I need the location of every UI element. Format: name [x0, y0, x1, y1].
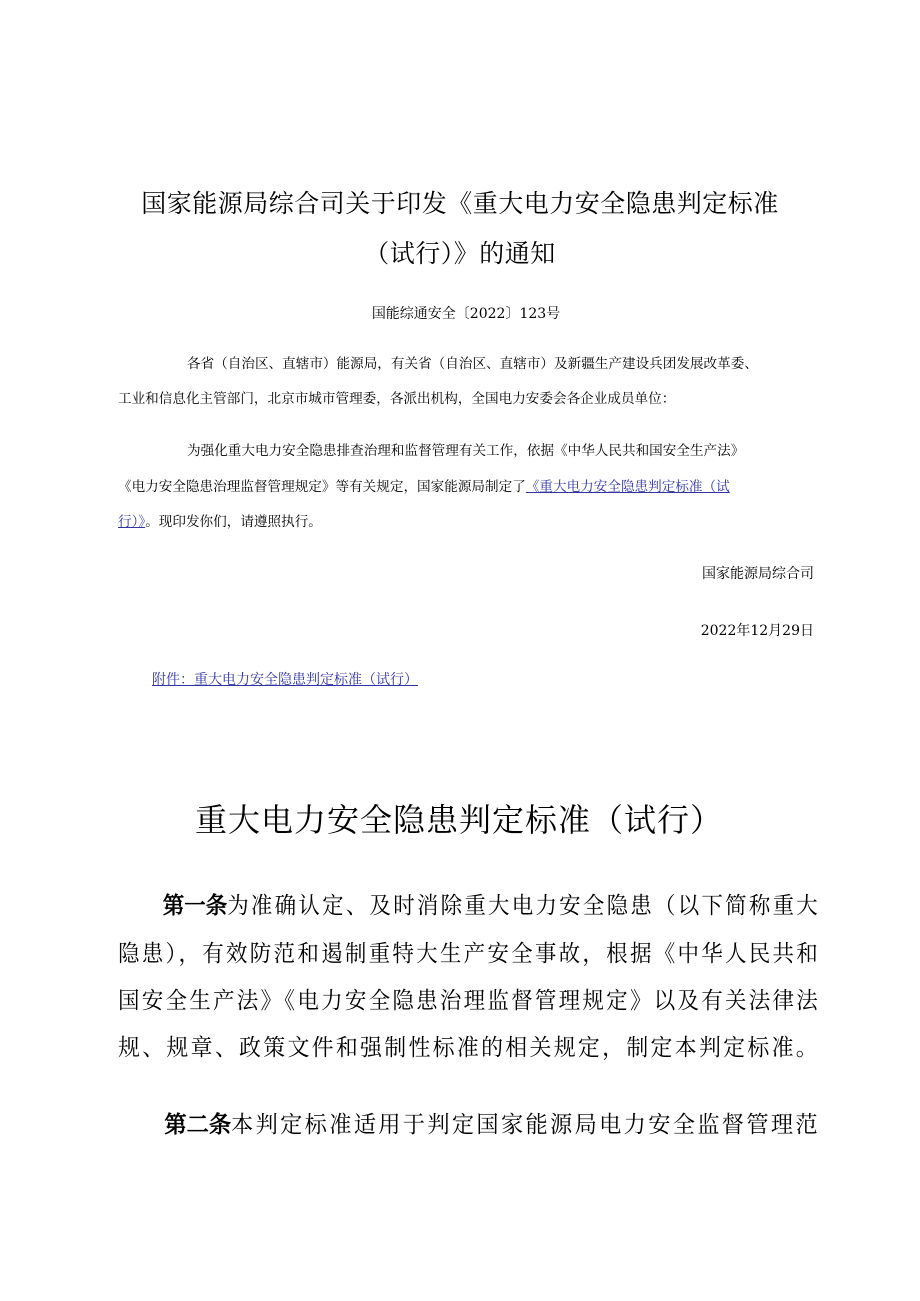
article2-text-line1: 本判定标准适用于判定国家能源局电力安全监督管理范 — [231, 1112, 820, 1138]
standard-link-continued[interactable]: 行）》 — [118, 514, 146, 530]
article2-line1 — [118, 1106, 820, 1139]
standard-title: 重大电力安全隐患判定标准（试行） — [194, 801, 723, 839]
notice-body-line1: 为强化重大电力安全隐患排查治理和监督管理有关工作，依据《中华人民共和国安全生产法》 — [187, 443, 745, 459]
article1-line1 — [118, 887, 820, 920]
article1-line3: 国安全生产法》《电力安全隐患治理监督管理规定》以及有关法律法 — [118, 988, 821, 1014]
attachment-label: 附件： — [152, 672, 194, 688]
attachment-link[interactable]: 重大电力安全隐患判定标准（试行） — [194, 672, 418, 688]
document-number: 国能综通安全〔2022〕123号 — [371, 306, 561, 322]
article1-label: 第一条 — [162, 893, 228, 919]
article1-line2: 隐患），有效防范和遏制重特大生产安全事故，根据《中华人民共和 — [118, 941, 821, 967]
standard-link[interactable]: 《重大电力安全隐患判定标准（试 — [525, 479, 730, 495]
notice-body-line3 — [118, 512, 322, 532]
notice-body-line2 — [118, 477, 730, 497]
notice-body-closing: 。现印发你们，请遵照执行。 — [145, 514, 322, 530]
recipients-line2: 工业和信息化主管部门，北京市城市管理委，各派出机构，全国电力安委会各企业成员单位： — [118, 391, 676, 407]
notice-title-line1: 国家能源局综合司关于印发《重大电力安全隐患判定标准 — [141, 189, 779, 218]
attachment-line[interactable] — [152, 669, 418, 689]
notice-title-line2: （试行）》的通知 — [364, 239, 556, 268]
article1-line4: 规、规章、政策文件和强制性标准的相关规定，制定本判定标准。 — [118, 1035, 820, 1061]
article1-text-line1: 为准确认定、及时消除重大电力安全隐患（以下简称重大 — [227, 893, 820, 919]
signer: 国家能源局综合司 — [702, 566, 814, 582]
article2-label: 第二条 — [164, 1112, 232, 1138]
recipients-line1: 各省（自治区、直辖市）能源局，有关省（自治区、直辖市）及新疆生产建设兵团发展改革委、 — [187, 356, 758, 372]
notice-body-text: 《电力安全隐患治理监督管理规定》等有关规定，国家能源局制定了 — [118, 479, 526, 495]
issue-date: 2022年12月29日 — [700, 623, 814, 639]
